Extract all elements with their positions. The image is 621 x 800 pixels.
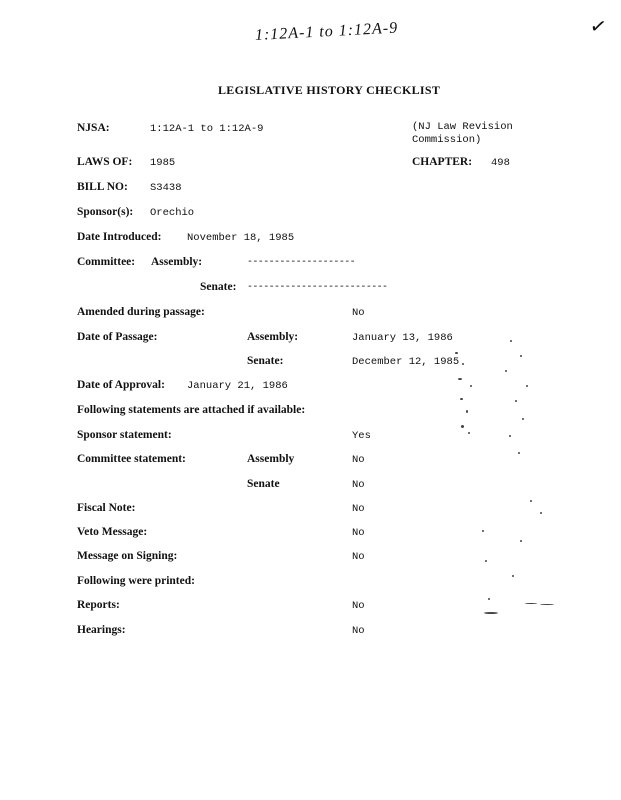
commission-line-1: (NJ Law Revision <box>412 121 513 133</box>
page-title: LEGISLATIVE HISTORY CHECKLIST <box>218 83 441 97</box>
sponsor-statement-value: Yes <box>352 430 371 442</box>
message-on-signing-label: Message on Signing: <box>77 550 178 562</box>
check-mark-icon: ✓ <box>588 12 609 40</box>
committee-senate-label: Senate: <box>200 281 237 293</box>
handwritten-citation: 1:12A-1 to 1:12A-9 <box>254 19 399 44</box>
fiscal-note-value: No <box>352 503 365 515</box>
veto-message-label: Veto Message: <box>77 526 148 538</box>
reports-label: Reports: <box>77 599 120 611</box>
committee-statement-label: Committee statement: <box>77 453 186 465</box>
commission-line-2: Commission) <box>412 134 482 146</box>
date-introduced-label: Date Introduced: <box>77 231 162 243</box>
committee-statement-assembly-value: No <box>352 454 365 466</box>
passage-assembly-label: Assembly: <box>247 331 299 343</box>
sponsor-statement-label: Sponsor statement: <box>77 429 172 441</box>
passage-senate-label: Senate: <box>247 355 284 367</box>
passage-senate-value: December 12, 1985 <box>352 356 460 368</box>
amended-label: Amended during passage: <box>77 306 205 318</box>
committee-assembly-value: -------------------- <box>247 257 356 268</box>
date-of-passage-label: Date of Passage: <box>77 331 158 343</box>
chapter-value: 498 <box>491 157 510 169</box>
chapter-label: CHAPTER: <box>412 156 473 168</box>
passage-assembly-value: January 13, 1986 <box>352 332 453 344</box>
hearings-label: Hearings: <box>77 624 126 636</box>
veto-message-value: No <box>352 527 365 539</box>
committee-statement-senate-label: Senate <box>247 478 280 490</box>
njsa-label: NJSA: <box>77 122 110 134</box>
following-attached-heading: Following statements are attached if available: <box>77 404 306 416</box>
committee-senate-value: -------------------------- <box>247 282 388 293</box>
hearings-value: No <box>352 625 365 637</box>
laws-of-value: 1985 <box>150 157 176 169</box>
committee-statement-assembly-label: Assembly <box>247 453 295 465</box>
sponsor-label: Sponsor(s): <box>77 206 134 218</box>
committee-assembly-label: Assembly: <box>151 256 203 268</box>
date-of-approval-value: January 21, 1986 <box>187 380 288 392</box>
committee-label: Committee: <box>77 256 136 268</box>
date-of-approval-label: Date of Approval: <box>77 379 165 391</box>
laws-of-label: LAWS OF: <box>77 156 133 168</box>
reports-value: No <box>352 600 365 612</box>
amended-value: No <box>352 307 365 319</box>
fiscal-note-label: Fiscal Note: <box>77 502 136 514</box>
committee-statement-senate-value: No <box>352 479 365 491</box>
bill-no-value: S3438 <box>150 182 182 194</box>
date-introduced-value: November 18, 1985 <box>187 232 295 244</box>
njsa-value: 1:12A-1 to 1:12A-9 <box>150 123 264 135</box>
following-printed-heading: Following were printed: <box>77 575 195 587</box>
bill-no-label: BILL NO: <box>77 181 128 193</box>
message-on-signing-value: No <box>352 551 365 563</box>
sponsor-value: Orechio <box>150 207 195 219</box>
